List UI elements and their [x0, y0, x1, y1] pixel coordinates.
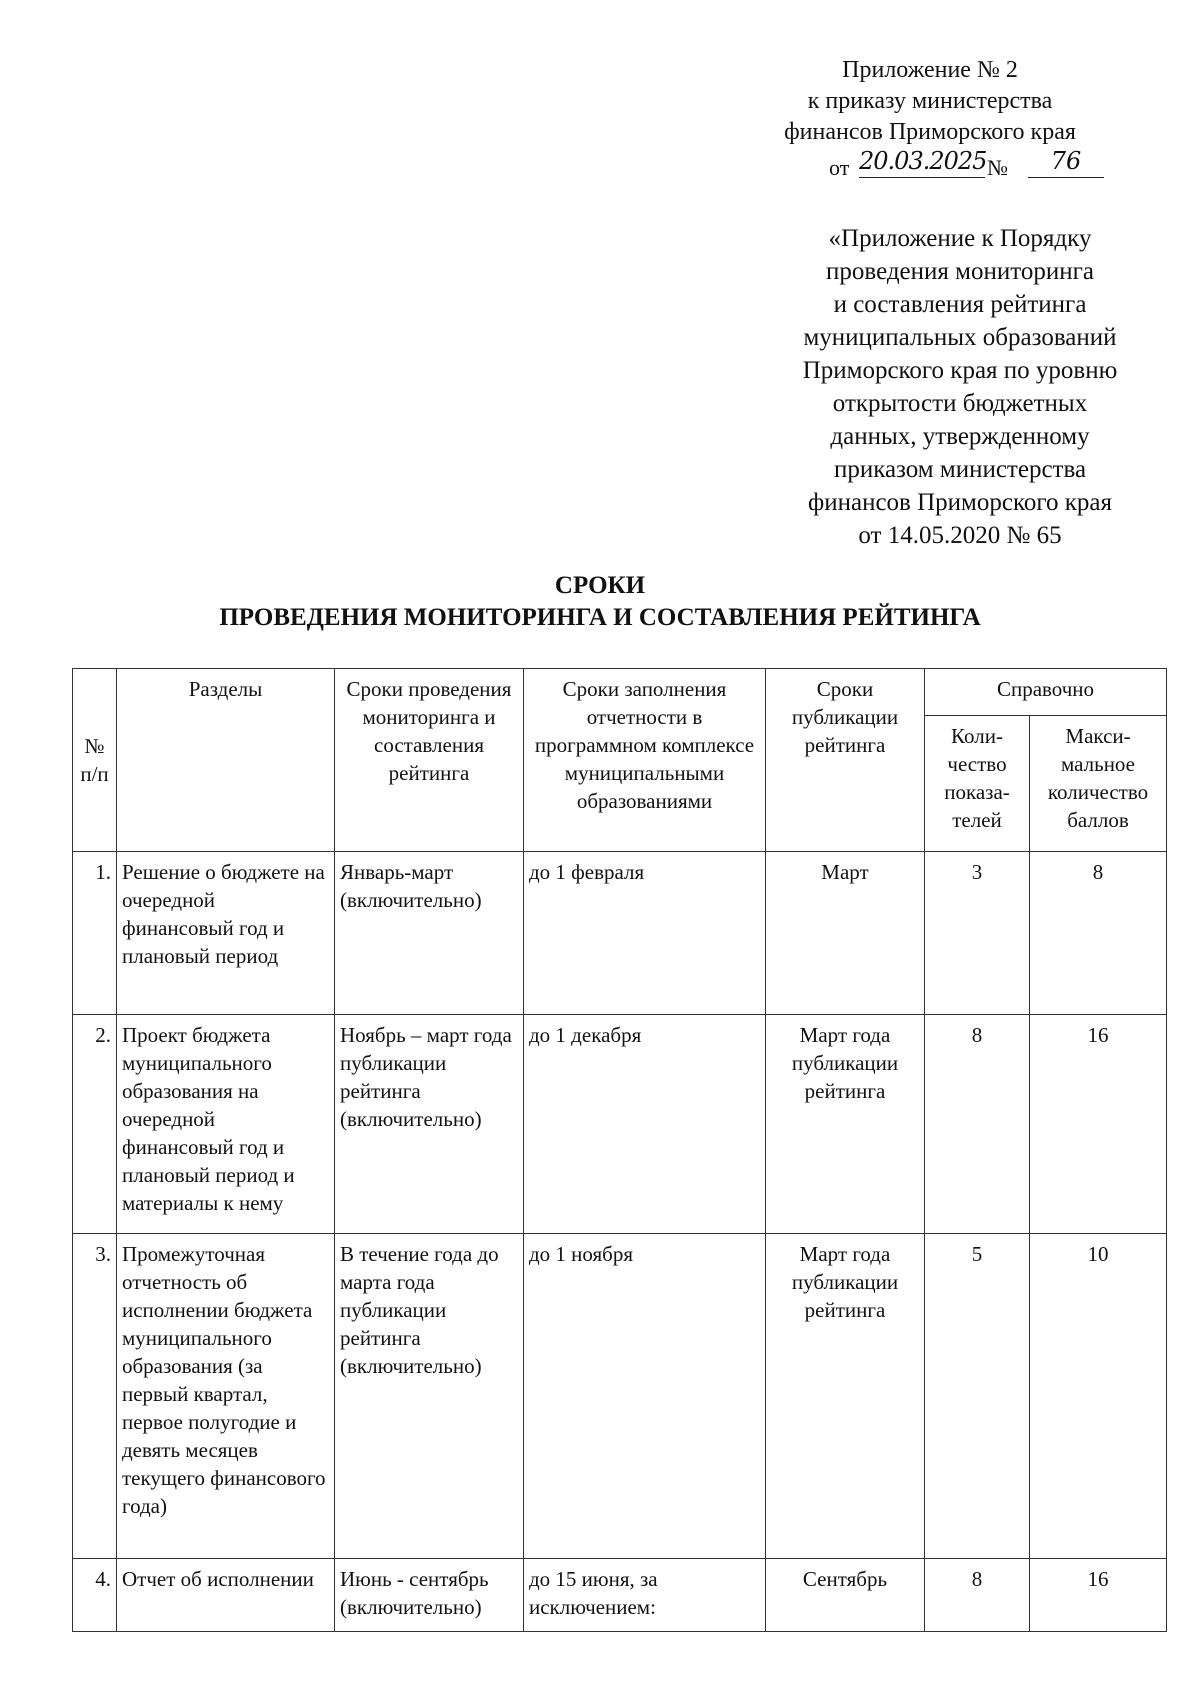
order-reference-block	[770, 222, 1150, 552]
row-max-score: 16	[1030, 1015, 1167, 1234]
row-reporting: до 1 февраля	[524, 852, 766, 1015]
order-line: муниципальных образований	[803, 324, 1117, 351]
row-monitoring: Июнь - сентябрь (включительно)	[335, 1559, 524, 1632]
title-line-1: СРОКИ	[554, 572, 646, 599]
row-monitoring: В течение года до марта года публикации рейтинга (включительно)	[335, 1234, 524, 1559]
table-row	[73, 1015, 1167, 1234]
row-max-score: 10	[1030, 1234, 1167, 1559]
order-line: Приморского края по уровню	[802, 357, 1118, 384]
order-line: проведения мониторинга	[826, 258, 1094, 285]
order-line: приказом министерства	[833, 456, 1087, 483]
row-monitoring: Ноябрь – март года публикации рейтинга (включительно)	[335, 1015, 524, 1234]
row-publication: Март года публикации рейтинга	[766, 1015, 925, 1234]
order-line: финансов Приморского края	[808, 489, 1112, 516]
table-row	[73, 1559, 1167, 1632]
row-number: 2.	[73, 1015, 117, 1234]
row-publication: Март года публикации рейтинга	[766, 1234, 925, 1559]
schedule-table	[72, 668, 1167, 1632]
row-publication: Сентябрь	[766, 1559, 925, 1632]
appendix-title: Приложение № 2	[842, 57, 1018, 83]
header-indicators-count: Коли-чество показа-телей	[925, 716, 1030, 852]
header-reporting-terms: Сроки заполнения отчетности в программном комплексе муниципальными образованиями	[524, 669, 766, 852]
row-monitoring: Январь-март (включительно)	[335, 852, 524, 1015]
title-line-2: ПРОВЕДЕНИЯ МОНИТОРИНГА И СОСТАВЛЕНИЯ РЕЙТИНГА	[219, 604, 981, 631]
order-line: «Приложение к Порядку	[828, 225, 1092, 252]
header-monitoring-terms: Сроки проведения мониторинга и составления рейтинга	[335, 669, 524, 852]
appendix-ministry: финансов Приморского края	[784, 119, 1076, 145]
document-title	[0, 570, 1200, 634]
header-publication-terms: Сроки публикации рейтинга	[766, 669, 925, 852]
header-reference: Справочно	[925, 669, 1167, 716]
handwritten-date: 20.03.2025	[859, 146, 985, 178]
row-indicators: 8	[925, 1559, 1030, 1632]
row-section: Решение о бюджете на очередной финансовый год и плановый период	[117, 852, 335, 1015]
header-max-score: Макси-мальное количество баллов	[1030, 716, 1167, 852]
row-publication: Март	[766, 852, 925, 1015]
row-indicators: 8	[925, 1015, 1030, 1234]
row-number: 4.	[73, 1559, 117, 1632]
row-max-score: 8	[1030, 852, 1167, 1015]
order-line: данных, утвержденному	[830, 423, 1090, 450]
table-row	[73, 852, 1167, 1015]
number-sign: №	[987, 155, 1008, 180]
row-reporting: до 1 ноября	[524, 1234, 766, 1559]
row-number: 3.	[73, 1234, 117, 1559]
row-reporting: до 1 декабря	[524, 1015, 766, 1234]
appendix-date-row	[740, 148, 1120, 184]
row-reporting: до 15 июня, за исключением:	[524, 1559, 766, 1632]
row-indicators: 3	[925, 852, 1030, 1015]
row-section: Проект бюджета муниципального образования на очередной финансовый год и плановый период и материалы к нему	[117, 1015, 335, 1234]
row-indicators: 5	[925, 1234, 1030, 1559]
order-line: и составления рейтинга	[833, 291, 1087, 318]
row-number: 1.	[73, 852, 117, 1015]
header-sections: Разделы	[117, 669, 335, 852]
header-number: № п/п	[73, 669, 117, 852]
row-max-score: 16	[1030, 1559, 1167, 1632]
order-line: от 14.05.2020 № 65	[858, 522, 1062, 549]
row-section: Промежуточная отчетность об исполнении бюджета муниципального образования (за первый квартал, первое полугодие и девять месяцев текущего финансового года)	[117, 1234, 335, 1559]
appendix-order-ref: к приказу министерства	[807, 88, 1053, 114]
table-header-row	[73, 669, 1167, 716]
handwritten-number: 76	[1028, 146, 1104, 178]
table-row	[73, 1234, 1167, 1559]
date-prefix: от	[829, 155, 850, 180]
order-line: открытости бюджетных	[832, 390, 1088, 417]
row-section: Отчет об исполнении	[117, 1559, 335, 1632]
appendix-block	[740, 55, 1120, 184]
